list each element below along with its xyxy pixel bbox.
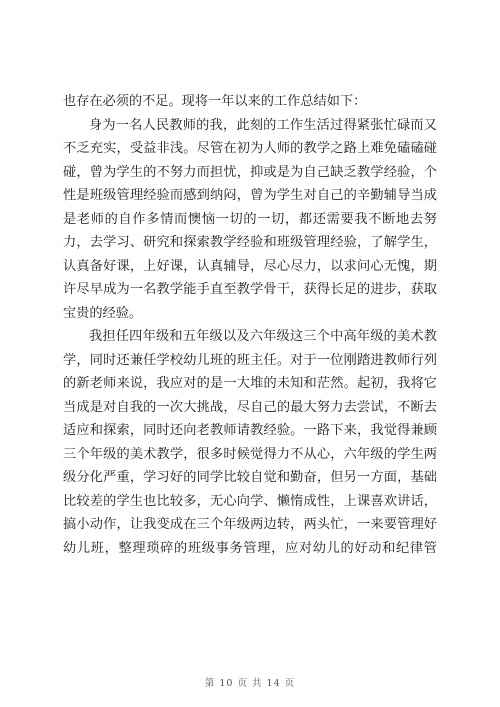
paragraph-line: 我担任四年级和五年级以及六年级这三个中高年级的美术教 [89, 329, 437, 344]
paragraph-line: 幼儿班，整理琐碎的班级事务管理，应对幼儿的好动和纪律管 [63, 540, 437, 556]
paragraph-line: 三个年级的美术教学，很多时候觉得力不从心，六年级的学生两 [63, 446, 437, 462]
paragraph-line: 不乏充实，受益非浅。尽管在初为人师的教学之路上难免磕磕碰 [63, 141, 437, 156]
document-body [63, 90, 437, 560]
paragraph-line: 许尽早成为一名教学能手直至教学骨干，获得长足的进步，获取 [63, 282, 437, 297]
paragraph-line: 性是班级管理经验而感到纳闷，曾为学生对自己的辛勤辅导当成 [63, 188, 437, 203]
paragraph-line: 搞小动作，让我变成在三个年级两边转，两头忙，一来要管理好 [63, 517, 437, 532]
paragraph-line: 级分化严重，学习好的同学比较自觉和勤奋，但另一方面，基础 [63, 470, 437, 485]
paragraph-2 [63, 325, 437, 560]
paragraph-line: 比较差的学生也比较多，无心向学、懒惰成性，上课喜欢讲话， [63, 493, 437, 509]
paragraph-line: 身为一名人民教师的我，此刻的工作生活过得紧张忙碌而又 [89, 117, 437, 133]
paragraph-line: 认真备好课，上好课，认真辅导，尽心尽力，以求问心无愧，期 [63, 258, 437, 274]
paragraph-line: 是老师的自作多情而懊恼一切的一切，都还需要我不断地去努 [63, 211, 437, 227]
paragraph-line: 学，同时还兼任学校幼儿班的班主任。对于一位刚踏进教师行列 [63, 352, 437, 368]
paragraph-line: 宝贵的经验。 [63, 305, 143, 321]
paragraph-1 [63, 114, 437, 326]
paragraph-line: 当成是对自我的一次大挑战，尽自己的最大努力去尝试，不断去 [63, 399, 437, 415]
paragraph-line: 碰，曾为学生的不努力而担忧，抑或是为自己缺乏教学经验，个 [63, 164, 437, 180]
paragraph-line: 适应和探索，同时还向老教师请教经验。一路下来，我觉得兼顾 [63, 423, 437, 438]
page-number-footer: 第 10 页 共 14 页 [204, 678, 296, 689]
paragraph-line: 力，去学习、研究和探索教学经验和班级管理经验，了解学生， [63, 235, 437, 250]
paragraph-line: 的新老师来说，我应对的是一大堆的未知和茫然。起初，我将它 [63, 376, 437, 391]
intro-line: 也存在必须的不足。现将一年以来的工作总结如下： [63, 94, 367, 109]
